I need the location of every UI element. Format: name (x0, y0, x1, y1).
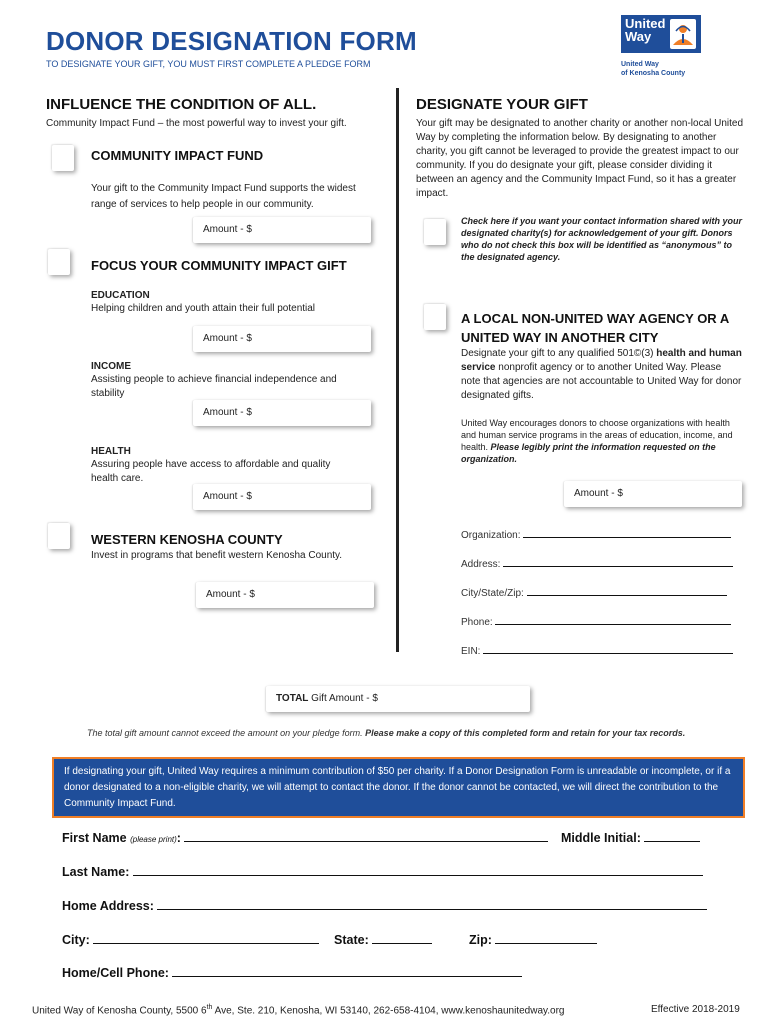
education-amount-field[interactable]: Amount - $ (193, 326, 371, 352)
footer-address-sup: th (206, 1004, 213, 1011)
form-title: DONOR DESIGNATION FORM (46, 26, 417, 56)
hand-icon (670, 19, 696, 49)
health-title: HEALTH (91, 446, 131, 457)
org-label: Organization: (461, 530, 521, 541)
address-label: Address: (461, 559, 501, 570)
wk-amount-field[interactable]: Amount - $ (196, 582, 374, 608)
share-contact-note: Check here if you want your contact information shared with your designated charity(s) for acknowledgement of your gift. Donors who do not check this box will be identified as “anonymous” to the designated agency. (461, 216, 743, 262)
agency-amount-field[interactable]: Amount - $ (564, 481, 742, 507)
address-field[interactable] (461, 554, 733, 570)
education-desc: Helping children and youth attain their full potential (91, 303, 316, 314)
state-label: State: (334, 933, 369, 947)
wk-desc: Invest in programs that benefit western Kenosha County. (91, 550, 343, 561)
footer-address-pre: United Way of Kenosha County, 5500 6 (32, 1005, 207, 1017)
logo-subtext (621, 60, 685, 78)
encourage-bold: Please legibly print the information requested on the organization. (461, 442, 716, 464)
minimum-contribution-notice: If designating your gift, United Way requires a minimum contribution of $50 per charity. If a Donor Designation Form is unreadable or incomplete, or if a donor designated to a non-eligible charity, we will attempt to contact the donor. If the donor cannot be contacted, we will direct the contribution to the Community Impact Fund. (52, 757, 745, 818)
logo-line-1: United (625, 16, 666, 31)
footer-address-post: Ave, Ste. 210, Kenosha, WI 53140, 262-658-4104, www.kenoshaunitedway.org (212, 1005, 565, 1017)
state-field[interactable] (334, 931, 432, 947)
agency-phone-field[interactable] (461, 612, 731, 628)
encourage-plain: United Way encourages donors to choose organizations with health and human service programs in the areas of education, income, and health. (461, 418, 733, 452)
logo-line-2: Way (625, 29, 652, 44)
column-divider (396, 88, 399, 652)
right-desc: Your gift may be designated to another charity or another non-local United Way by completing the information below. By designating to another charity, you gift cannot be leveraged to provide the greatest impact to our community. If you do designate your gift, please consider dividing it between an agency and the Community Impact Fund, so it has a greater impact. (416, 118, 744, 199)
last-name-label: Last Name: (62, 865, 130, 879)
zip-field[interactable] (469, 931, 597, 947)
first-name-field[interactable]: First Name (please print): (62, 829, 548, 845)
please-print-hint: (please print) (130, 835, 177, 844)
agency-checkbox[interactable] (424, 304, 446, 330)
cif-desc: Your gift to the Community Impact Fund supports the widest range of services to help people in our community. (91, 183, 356, 210)
footer-address (32, 1004, 565, 1016)
agency-desc (461, 347, 743, 403)
form-subtitle: TO DESIGNATE YOUR GIFT, YOU MUST FIRST COMPLETE A PLEDGE FORM (46, 59, 371, 69)
agency-phone-label: Phone: (461, 617, 493, 628)
ein-label: EIN: (461, 646, 481, 657)
income-title: INCOME (91, 361, 131, 372)
income-amount-field[interactable]: Amount - $ (193, 400, 371, 426)
home-phone-label: Home/Cell Phone: (62, 966, 169, 980)
share-contact-checkbox[interactable] (424, 219, 446, 245)
middle-initial-label: Middle Initial: (561, 831, 641, 845)
city-state-zip-field[interactable] (461, 583, 727, 599)
home-address-field[interactable] (62, 897, 707, 913)
logo-sub-line-2: of Kenosha County (621, 70, 686, 77)
logo-wordmark (625, 17, 669, 43)
total-note-bold: Please make a copy of this completed form and retain for your tax records. (365, 728, 686, 738)
footer-effective: Effective 2018-2019 (651, 1004, 740, 1015)
left-intro: Community Impact Fund – the most powerful way to invest your gift. (46, 118, 347, 129)
wk-checkbox[interactable] (48, 523, 70, 549)
org-field[interactable] (461, 525, 731, 541)
health-desc: Assuring people have access to affordable and quality health care. (91, 459, 331, 484)
middle-initial-field[interactable] (561, 829, 700, 845)
home-address-label: Home Address: (62, 899, 154, 913)
cif-amount-field[interactable]: Amount - $ (193, 217, 371, 243)
left-heading: INFLUENCE THE CONDITION OF ALL. (46, 96, 317, 113)
total-note-plain: The total gift amount cannot exceed the amount on your pledge form. (87, 728, 366, 738)
city-field[interactable] (62, 931, 319, 947)
wk-title: WESTERN KENOSHA COUNTY (91, 532, 283, 547)
encourage-text (461, 417, 743, 465)
total-note (87, 728, 685, 738)
agency-title: A LOCAL NON-UNITED WAY AGENCY OR A UNITED WAY IN ANOTHER CITY (461, 311, 729, 345)
ein-field[interactable] (461, 641, 733, 657)
right-heading: DESIGNATE YOUR GIFT (416, 96, 588, 113)
total-rest: Gift Amount - $ (308, 693, 378, 704)
health-amount-field[interactable]: Amount - $ (193, 484, 371, 510)
last-name-field[interactable] (62, 863, 703, 879)
city-state-zip-label: City/State/Zip: (461, 588, 524, 599)
agency-desc-pre: Designate your gift to any qualified 501©(3) (461, 348, 657, 359)
agency-desc-post: nonprofit agency or to another United Way. Please note that agencies are not accountable to United Way for donor designated gifts. (461, 362, 742, 401)
zip-label: Zip: (469, 933, 492, 947)
total-amount-field[interactable] (266, 686, 530, 712)
focus-checkbox[interactable] (48, 249, 70, 275)
income-desc: Assisting people to achieve financial independence and stability (91, 374, 337, 399)
logo-sub-line-1: United Way (621, 61, 659, 68)
city-label: City: (62, 933, 90, 947)
education-title: EDUCATION (91, 290, 150, 301)
agency-desc-bold: health and human service (461, 348, 742, 373)
focus-title: FOCUS YOUR COMMUNITY IMPACT GIFT (91, 258, 347, 273)
cif-title: COMMUNITY IMPACT FUND (91, 148, 264, 163)
total-bold: TOTAL (276, 693, 309, 704)
home-phone-field[interactable] (62, 964, 522, 980)
first-name-label: First Name (62, 831, 127, 845)
cif-checkbox[interactable] (52, 145, 74, 171)
